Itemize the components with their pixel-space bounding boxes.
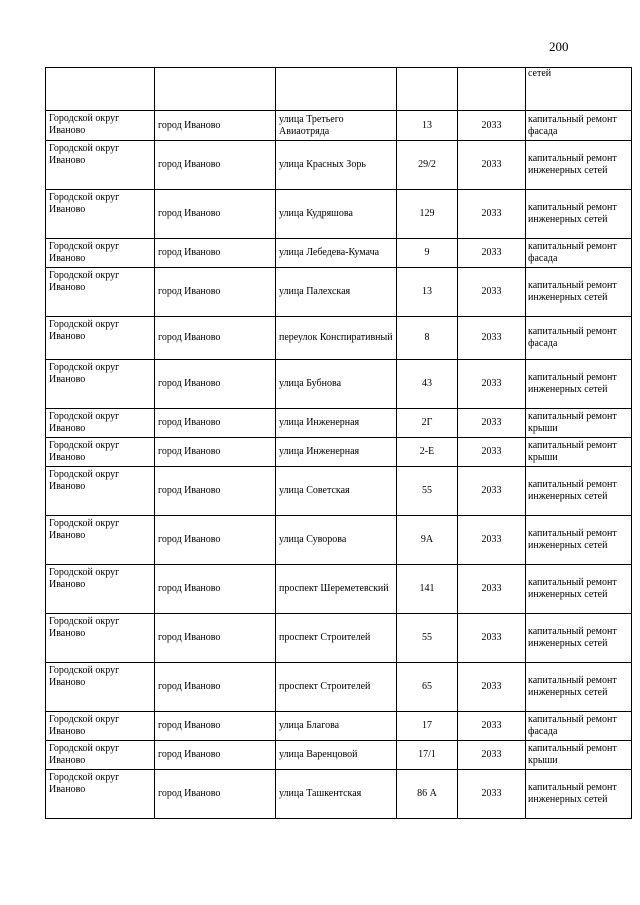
district-cell: Городской округ Иваново [46,239,155,268]
settlement-cell: город Иваново [155,467,276,516]
house-number-cell: 86 А [397,770,458,819]
year-cell: 2033 [458,712,526,741]
work-type-cell: капитальный ремонт фасада [526,712,632,741]
work-type-cell: капитальный ремонт крыши [526,409,632,438]
table-row [46,741,632,770]
year-cell: 2033 [458,317,526,360]
house-number-cell: 29/2 [397,141,458,190]
table-row [46,438,632,467]
table-row [46,712,632,741]
year-cell: 2033 [458,516,526,565]
settlement-cell: город Иваново [155,141,276,190]
district-cell: Городской округ Иваново [46,467,155,516]
settlement-cell: город Иваново [155,268,276,317]
year-cell: 2033 [458,268,526,317]
district-cell: Городской округ Иваново [46,141,155,190]
street-cell: улица Суворова [276,516,397,565]
year-cell: 2033 [458,141,526,190]
table-row [46,111,632,141]
house-number-cell: 13 [397,268,458,317]
settlement-cell: город Иваново [155,516,276,565]
street-cell: проспект Шереметевский [276,565,397,614]
year-cell: 2033 [458,663,526,712]
district-cell [46,68,155,111]
house-number-cell: 9А [397,516,458,565]
settlement-cell: город Иваново [155,111,276,141]
work-type-cell: капитальный ремонт крыши [526,741,632,770]
work-type-cell: капитальный ремонт инженерных сетей [526,614,632,663]
district-cell: Городской округ Иваново [46,770,155,819]
work-type-cell: капитальный ремонт крыши [526,438,632,467]
year-cell: 2033 [458,467,526,516]
work-type-cell: сетей [526,68,632,111]
street-cell [276,68,397,111]
table-row [46,360,632,409]
house-number-cell: 43 [397,360,458,409]
table-row [46,663,632,712]
house-number-cell: 65 [397,663,458,712]
table-row [46,614,632,663]
street-cell: улица Бубнова [276,360,397,409]
street-cell: улица Третьего Авиаотряда [276,111,397,141]
house-number-cell: 13 [397,111,458,141]
year-cell [458,68,526,111]
district-cell: Городской округ Иваново [46,516,155,565]
year-cell: 2033 [458,741,526,770]
work-type-cell: капитальный ремонт инженерных сетей [526,360,632,409]
district-cell: Городской округ Иваново [46,614,155,663]
table-row [46,239,632,268]
house-number-cell: 17 [397,712,458,741]
house-number-cell: 2-Е [397,438,458,467]
table-row [46,467,632,516]
table-row [46,516,632,565]
district-cell: Городской округ Иваново [46,663,155,712]
year-cell: 2033 [458,360,526,409]
settlement-cell: город Иваново [155,741,276,770]
district-cell: Городской округ Иваново [46,190,155,239]
street-cell: переулок Конспиративный [276,317,397,360]
house-number-cell: 129 [397,190,458,239]
house-number-cell [397,68,458,111]
district-cell: Городской округ Иваново [46,268,155,317]
table-row [46,141,632,190]
settlement-cell: город Иваново [155,565,276,614]
settlement-cell: город Иваново [155,712,276,741]
house-number-cell: 9 [397,239,458,268]
street-cell: улица Палехская [276,268,397,317]
table-row [46,317,632,360]
table-row [46,268,632,317]
district-cell: Городской округ Иваново [46,409,155,438]
work-type-cell: капитальный ремонт инженерных сетей [526,141,632,190]
table-row [46,409,632,438]
work-type-cell: капитальный ремонт фасада [526,317,632,360]
house-number-cell: 55 [397,467,458,516]
work-type-cell: капитальный ремонт инженерных сетей [526,516,632,565]
page-number: 200 [549,39,569,54]
settlement-cell: город Иваново [155,317,276,360]
year-cell: 2033 [458,565,526,614]
settlement-cell: город Иваново [155,663,276,712]
street-cell: проспект Строителей [276,663,397,712]
year-cell: 2033 [458,239,526,268]
settlement-cell: город Иваново [155,409,276,438]
house-number-cell: 2Г [397,409,458,438]
street-cell: улица Лебедева-Кумача [276,239,397,268]
table-row [46,190,632,239]
table-row [46,565,632,614]
settlement-cell: город Иваново [155,614,276,663]
street-cell: улица Советская [276,467,397,516]
district-cell: Городской округ Иваново [46,111,155,141]
house-number-cell: 8 [397,317,458,360]
year-cell: 2033 [458,409,526,438]
house-number-cell: 55 [397,614,458,663]
street-cell: улица Ташкентская [276,770,397,819]
settlement-cell: город Иваново [155,190,276,239]
district-cell: Городской округ Иваново [46,438,155,467]
table-row [46,770,632,819]
street-cell: проспект Строителей [276,614,397,663]
year-cell: 2033 [458,111,526,141]
year-cell: 2033 [458,190,526,239]
street-cell: улица Варенцовой [276,741,397,770]
street-cell: улица Инженерная [276,438,397,467]
settlement-cell [155,68,276,111]
settlement-cell: город Иваново [155,438,276,467]
work-type-cell: капитальный ремонт инженерных сетей [526,190,632,239]
work-type-cell: капитальный ремонт инженерных сетей [526,565,632,614]
district-cell: Городской округ Иваново [46,741,155,770]
district-cell: Городской округ Иваново [46,565,155,614]
house-number-cell: 141 [397,565,458,614]
year-cell: 2033 [458,438,526,467]
repair-schedule-table [45,67,632,819]
settlement-cell: город Иваново [155,770,276,819]
settlement-cell: город Иваново [155,239,276,268]
year-cell: 2033 [458,614,526,663]
district-cell: Городской округ Иваново [46,317,155,360]
street-cell: улица Красных Зорь [276,141,397,190]
settlement-cell: город Иваново [155,360,276,409]
street-cell: улица Кудряшова [276,190,397,239]
street-cell: улица Благова [276,712,397,741]
work-type-cell: капитальный ремонт инженерных сетей [526,467,632,516]
house-number-cell: 17/1 [397,741,458,770]
work-type-cell: капитальный ремонт фасада [526,239,632,268]
work-type-cell: капитальный ремонт инженерных сетей [526,268,632,317]
street-cell: улица Инженерная [276,409,397,438]
work-type-cell: капитальный ремонт инженерных сетей [526,663,632,712]
work-type-cell: капитальный ремонт фасада [526,111,632,141]
table-row-continued [46,68,632,111]
work-type-cell: капитальный ремонт инженерных сетей [526,770,632,819]
district-cell: Городской округ Иваново [46,360,155,409]
district-cell: Городской округ Иваново [46,712,155,741]
year-cell: 2033 [458,770,526,819]
